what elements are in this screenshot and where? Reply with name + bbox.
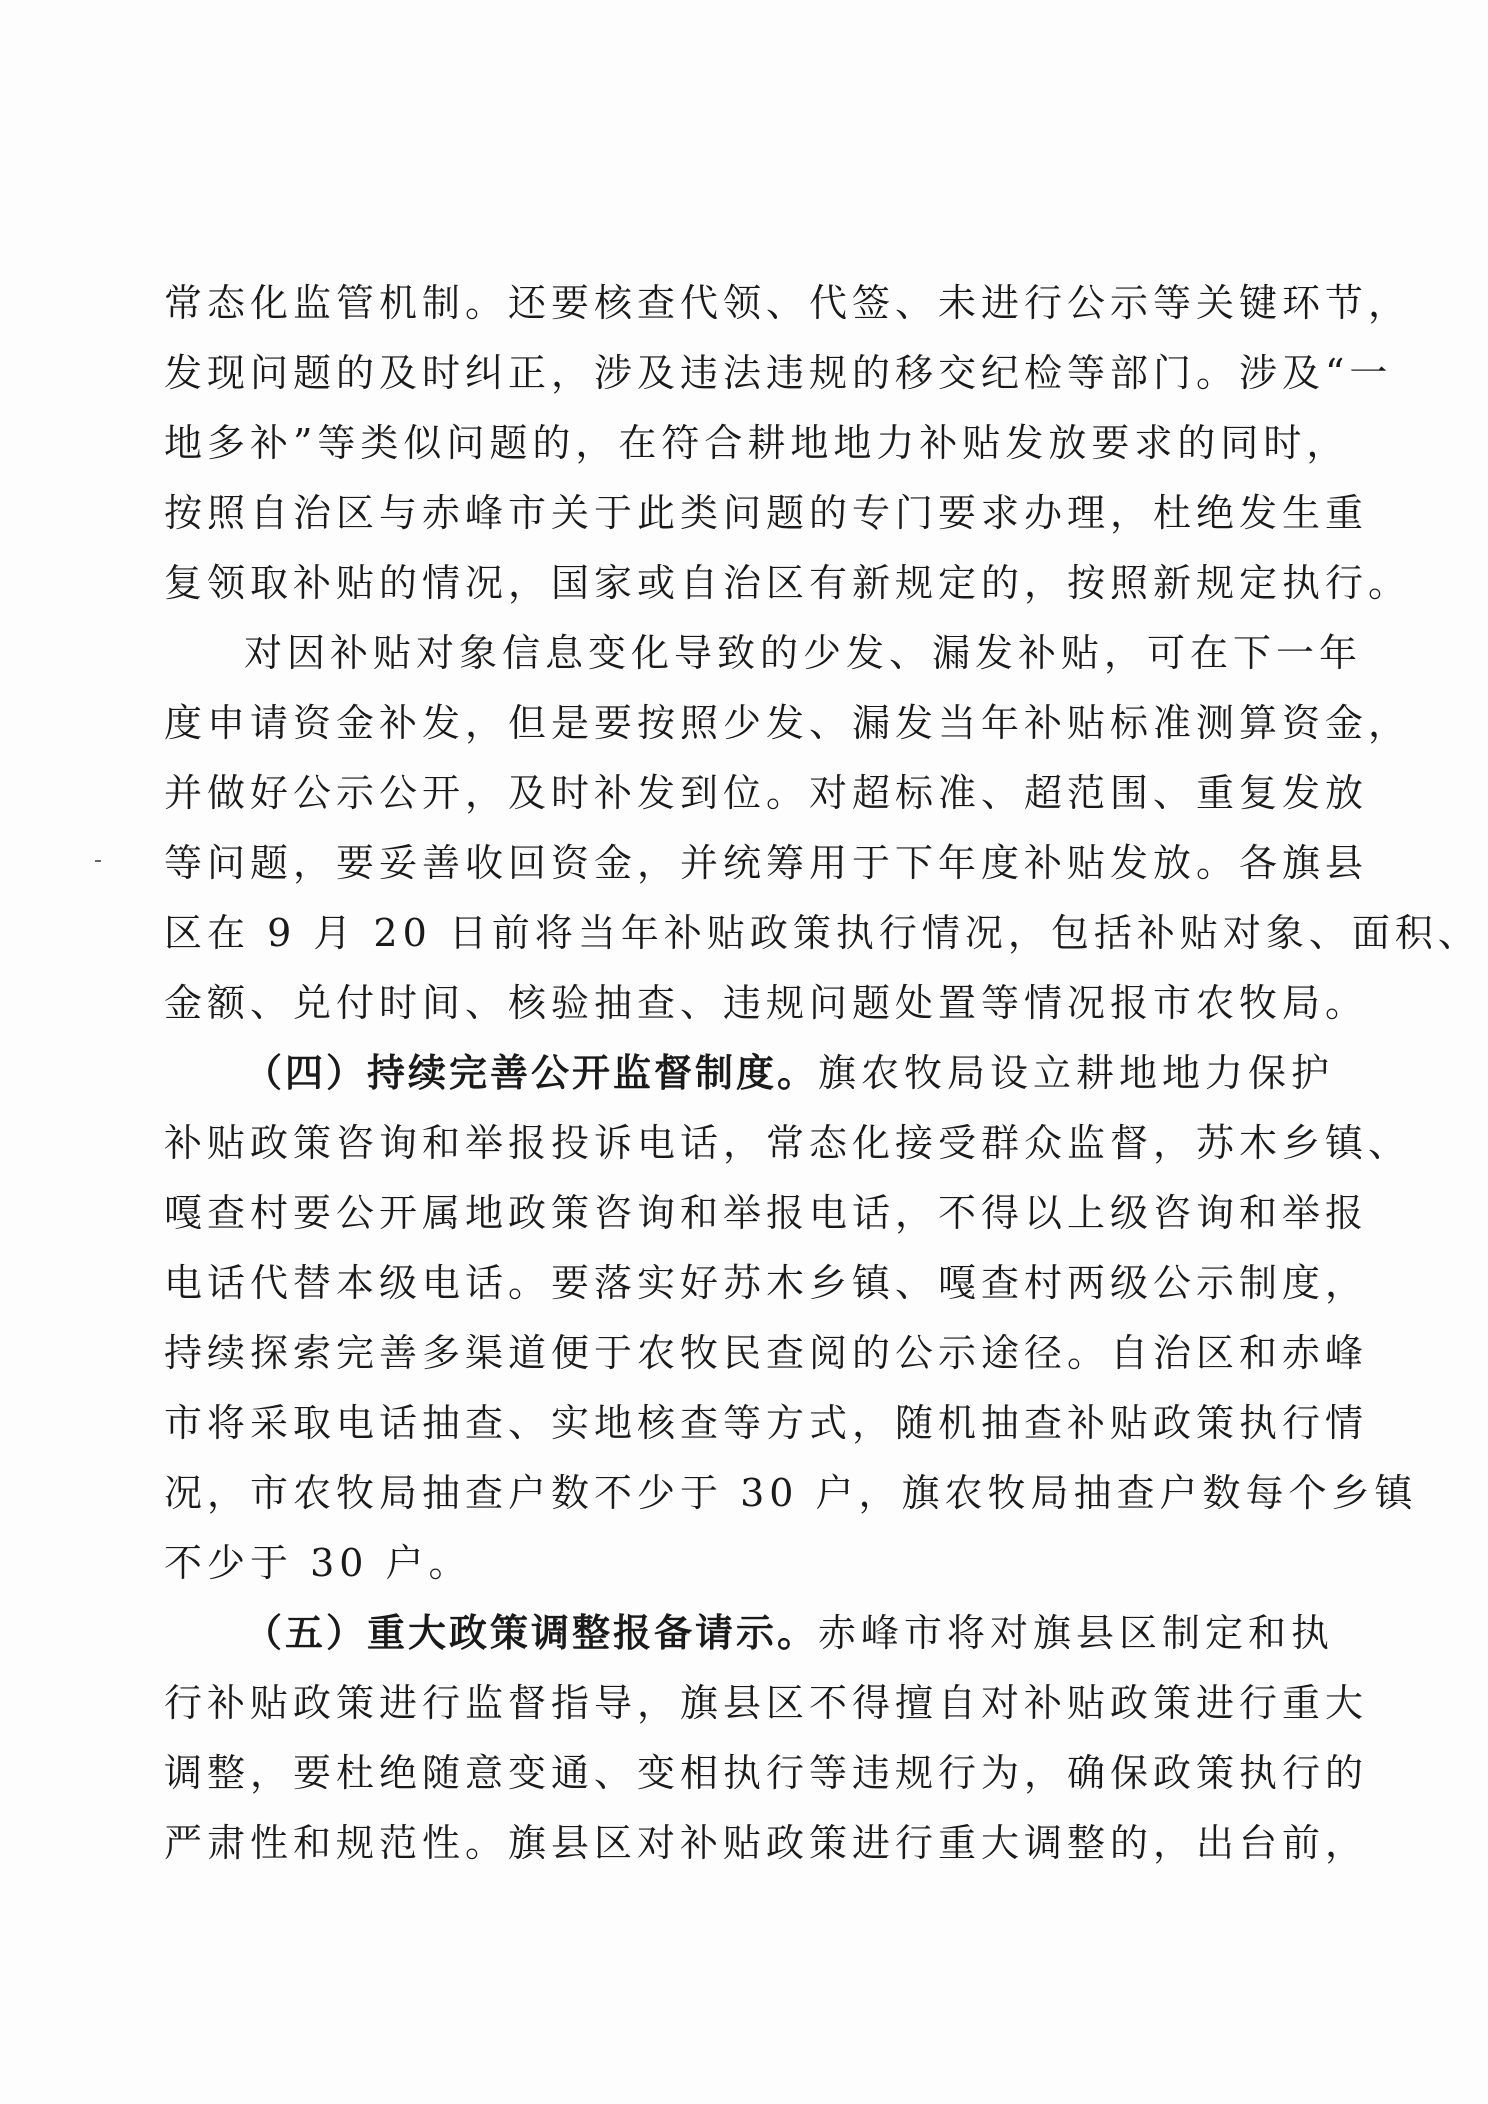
text-line: 电话代替本级电话。要落实好苏木乡镇、嘎查村两级公示制度，	[164, 1261, 1369, 1305]
text-line: 等问题，要妥善收回资金，并统筹用于下年度补贴发放。各旗县	[164, 841, 1369, 885]
text-line: 度申请资金补发，但是要按照少发、漏发当年补贴标准测算资金，	[164, 701, 1412, 745]
text-line: 并做好公示公开，及时补发到位。对超标准、超范围、重复发放	[164, 771, 1369, 815]
text-fragment: 赤峰市将对旗县区制定和执	[818, 1611, 1335, 1655]
text-line: 区在 9 月 20 日前将当年补贴政策执行情况，包括补贴对象、面积、	[164, 911, 1481, 955]
text-line: 市将采取电话抽查、实地核查等方式，随机抽查补贴政策执行情	[164, 1401, 1369, 1445]
text-line: 对因补贴对象信息变化导致的少发、漏发补贴，可在下一年	[244, 631, 1363, 675]
text-line: 嘎查村要公开属地政策咨询和举报电话，不得以上级咨询和举报	[164, 1191, 1369, 1235]
section-heading: （五）重大政策调整报备请示。	[244, 1611, 819, 1655]
scan-speck	[95, 860, 101, 862]
text-line: 行补贴政策进行监督指导，旗县区不得擅自对补贴政策进行重大	[164, 1681, 1369, 1725]
text-line: 持续探索完善多渠道便于农牧民查阅的公示途径。自治区和赤峰	[164, 1331, 1369, 1375]
section-heading-line	[164, 1598, 1335, 1668]
text-line: 况，市农牧局抽查户数不少于 30 户，旗农牧局抽查户数每个乡镇	[164, 1471, 1418, 1515]
text-line: 金额、兑付时间、核验抽查、违规问题处置等情况报市农牧局。	[164, 981, 1369, 1025]
section-heading-line	[164, 1038, 1335, 1108]
text-fragment: 旗农牧局设立耕地地力保护	[818, 1051, 1335, 1095]
text-line: 补贴政策咨询和举报投诉电话，常态化接受群众监督，苏木乡镇、	[164, 1121, 1412, 1165]
document-body	[164, 268, 1481, 1878]
text-line: 调整，要杜绝随意变通、变相执行等违规行为，确保政策执行的	[164, 1751, 1369, 1795]
text-line: 发现问题的及时纠正，涉及违法违规的移交纪检等部门。涉及“一	[164, 351, 1393, 395]
text-line: 严肃性和规范性。旗县区对补贴政策进行重大调整的，出台前，	[164, 1821, 1369, 1865]
text-line: 常态化监管机制。还要核查代领、代签、未进行公示等关键环节，	[164, 281, 1412, 325]
section-heading: （四）持续完善公开监督制度。	[244, 1051, 819, 1095]
text-line: 按照自治区与赤峰市关于此类问题的专门要求办理，杜绝发生重	[164, 491, 1369, 535]
text-line: 不少于 30 户。	[164, 1541, 472, 1585]
text-line: 复领取补贴的情况，国家或自治区有新规定的，按照新规定执行。	[164, 561, 1412, 605]
text-line: 地多补”等类似问题的，在符合耕地地力补贴发放要求的同时，	[164, 421, 1350, 465]
